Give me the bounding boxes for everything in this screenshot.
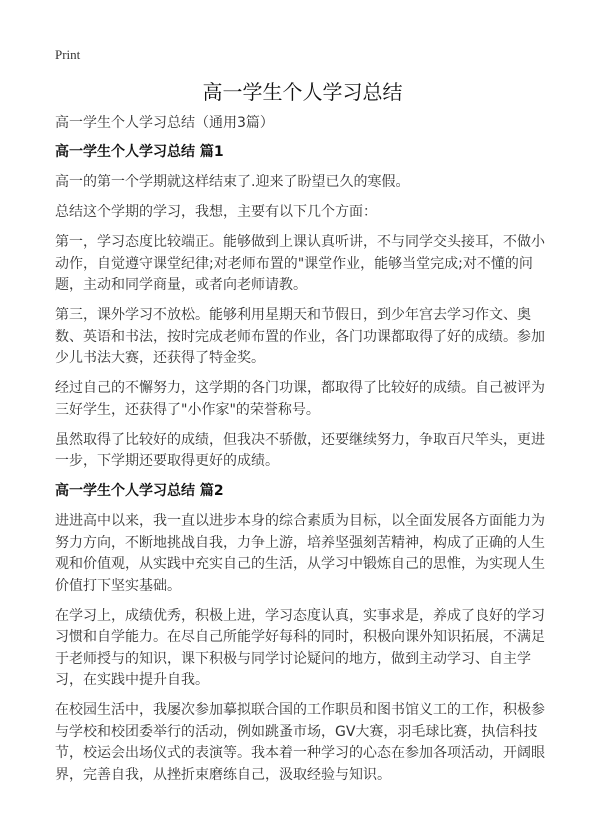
paragraph: 总结这个学期的学习，我想，主要有以下几个方面：	[55, 204, 377, 220]
paragraph: 在学习上，成绩优秀，积极上进，学习态度认真，实事求是，养成了良好的学习习惯和自学能力。在尽自己所能学好每科的同时，积极向课外知识拓展，不满足于老师授与的知识，课下积极与同学讨论疑问的地方，做到主动学习、自主学习，在实践中提升自我。	[55, 607, 545, 688]
paragraph: 高一的第一个学期就这样结束了.迎来了盼望已久的寒假。	[55, 174, 410, 190]
paragraph: 第一，学习态度比较端正。能够做到上课认真听讲，不与同学交头接耳，不做小动作，自觉遵守课堂纪律;对老师布置的"课堂作业，能够当堂完成;对不懂的问题，主动和同学商量，或者向老师请教。	[55, 234, 545, 293]
section-heading: 高一学生个人学习总结 篇1	[55, 144, 224, 160]
paragraph: 进进高中以来，我一直以进步本身的综合素质为目标，以全面发展各方面能力为努力方向，不断地挑战自我，力争上游，培养坚强刻苦精神，构成了正确的人生观和价值观，从实践中充实自己的生活，从学习中锻炼自己的思惟，为实现人生价值打下坚实基础。	[55, 513, 545, 594]
section-1	[55, 142, 550, 473]
paragraph: 经过自己的不懈努力，这学期的各门功课，都取得了比较好的成绩。自己被评为三好学生，还获得了"小作家"的荣誉称号。	[55, 380, 545, 418]
print-link[interactable]: Print	[55, 47, 81, 62]
paragraph: 虽然取得了比较好的成绩，但我决不骄傲，还要继续努力，争取百尺竿头，更进一步，下学期还要取得更好的成绩。	[55, 431, 545, 469]
section-2	[55, 481, 550, 786]
paragraph: 在校园生活中，我屡次参加摹拟联合国的工作职员和图书馆义工的工作，积极参与学校和校团委举行的活动，例如跳蚤市场，GV大赛，羽毛球比赛，执信科技节，校运会出场仪式的表演等。我本着一种学习的心态在参加各项活动，开阔眼界，完善自我，从挫折束磨练自己，汲取经验与知识。	[55, 702, 545, 783]
document-subtitle: 高一学生个人学习总结（通用3篇）	[55, 115, 274, 131]
paragraph: 第三，课外学习不放松。能够利用星期天和节假日，到少年宫去学习作文、奥数、英语和书法，按时完成老师布置的作业，各门功课都取得了好的成绩。参加少儿书法大赛，还获得了特金奖。	[55, 307, 545, 366]
page-title: 高一学生个人学习总结	[202, 80, 403, 104]
section-heading: 高一学生个人学习总结 篇2	[55, 483, 224, 499]
